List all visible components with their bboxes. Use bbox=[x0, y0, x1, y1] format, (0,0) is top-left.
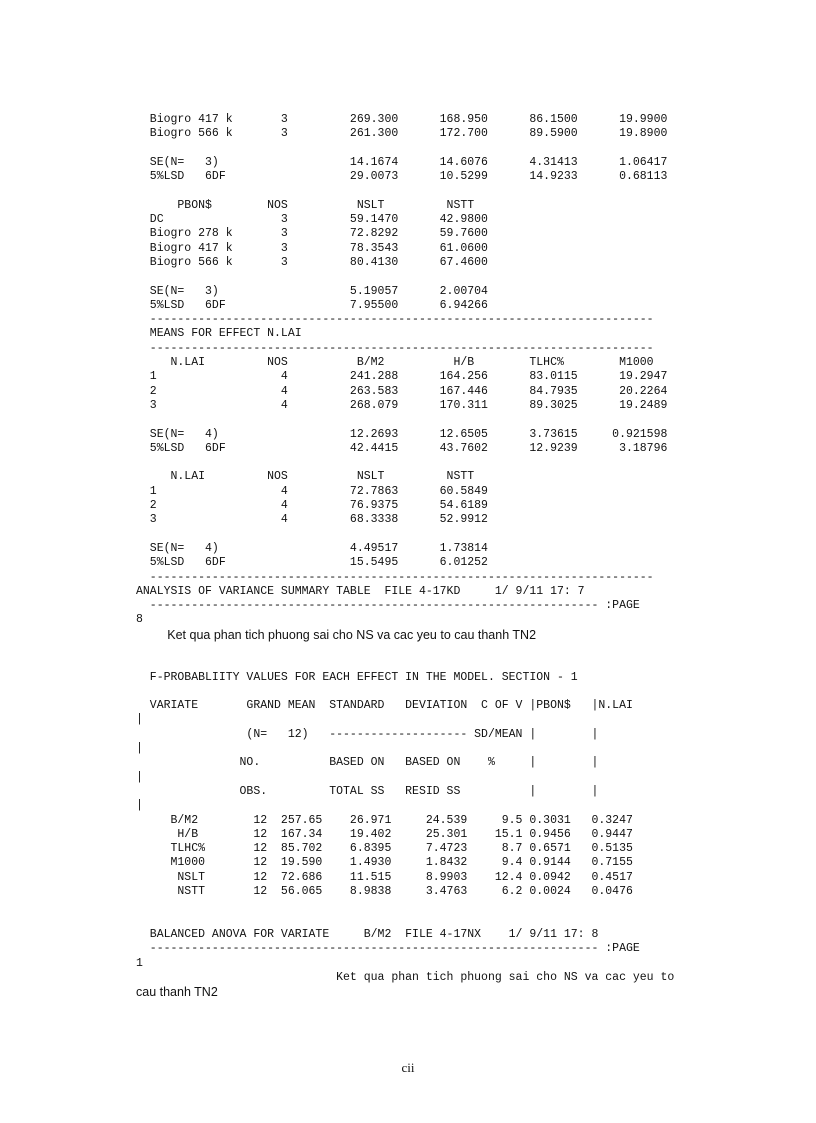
printout-line: N.LAI NOS B/M2 H/B TLHC% M1000 bbox=[136, 356, 654, 370]
printout-line bbox=[136, 899, 674, 913]
printout-line bbox=[136, 142, 674, 156]
printout-line: ------------------------------------------------------------------------- bbox=[136, 570, 654, 584]
printout-line: NO. BASED ON BASED ON % | | bbox=[136, 756, 599, 770]
printout-line: SE(N= 4) 12.2693 12.6505 3.73615 0.921598 bbox=[136, 427, 668, 441]
printout-line bbox=[136, 914, 674, 928]
printout-line: H/B 12 167.34 19.402 25.301 15.1 0.9456 0.9447 bbox=[136, 827, 633, 841]
printout-line: VARIATE GRAND MEAN STANDARD DEVIATION C OF V |PBON$ |N.LAI bbox=[136, 699, 633, 713]
printout-line: (N= 12) -------------------- SD/MEAN | | bbox=[136, 727, 599, 741]
printout-line: Biogro 566 k 3 80.4130 67.4600 bbox=[136, 255, 488, 269]
printout-line: 5%LSD 6DF 15.5495 6.01252 bbox=[136, 556, 488, 570]
printout-line: ANALYSIS OF VARIANCE SUMMARY TABLE FILE 4-17KD 1/ 9/11 17: 7 bbox=[136, 584, 585, 598]
printout-line: Biogro 417 k 3 78.3543 61.0600 bbox=[136, 241, 488, 255]
printout-line bbox=[136, 642, 674, 656]
printout-line: Biogro 278 k 3 72.8292 59.7600 bbox=[136, 227, 488, 241]
printout-line: TLHC% 12 85.702 6.8395 7.4723 8.7 0.6571 0.5135 bbox=[136, 842, 633, 856]
printout-line: 1 4 241.288 164.256 83.0115 19.2947 bbox=[136, 370, 668, 384]
printout-line: 3 4 68.3338 52.9912 bbox=[136, 513, 488, 527]
printout-line: F-PROBABLIITY VALUES FOR EACH EFFECT IN THE MODEL. SECTION - 1 bbox=[136, 670, 578, 684]
printout-line: PBON$ NOS NSLT NSTT bbox=[136, 198, 475, 212]
printout-line: SE(N= 3) 5.19057 2.00704 bbox=[136, 284, 488, 298]
printout-line: Biogro 417 k 3 269.300 168.950 86.1500 19.9900 bbox=[136, 113, 668, 126]
printout-line: ----------------------------------------------------------------- :PAGE bbox=[136, 599, 640, 613]
printout-line: 5%LSD 6DF 29.0073 10.5299 14.9233 0.68113 bbox=[136, 170, 668, 184]
printout-line: 2 4 263.583 167.446 84.7935 20.2264 bbox=[136, 384, 668, 398]
printout-line: NSTT 12 56.065 8.9838 3.4763 6.2 0.0024 0.0476 bbox=[136, 885, 633, 899]
printout-line: Ket qua phan tich phuong sai cho NS va cac yeu to cau thanh TN2 bbox=[136, 627, 537, 642]
printout-line: M1000 12 19.590 1.4930 1.8432 9.4 0.9144 0.7155 bbox=[136, 856, 633, 870]
printout-line: | bbox=[136, 799, 143, 813]
page-number: cii bbox=[401, 1060, 415, 1075]
printout-line bbox=[136, 528, 674, 542]
printout-line bbox=[136, 685, 674, 699]
printout-line: MEANS FOR EFFECT N.LAI bbox=[136, 327, 302, 341]
printout-line: ------------------------------------------------------------------------- bbox=[136, 313, 654, 327]
printout-line: | bbox=[136, 770, 143, 784]
printout-line: ----------------------------------------------------------------- :PAGE bbox=[136, 942, 640, 956]
printout-line: NSLT 12 72.686 11.515 8.9903 12.4 0.0942 0.4517 bbox=[136, 870, 633, 884]
printout-line: OBS. TOTAL SS RESID SS | | bbox=[136, 784, 599, 798]
printout-line bbox=[136, 184, 674, 198]
printout-line: 8 bbox=[136, 613, 143, 627]
printout-line: B/M2 12 257.65 26.971 24.539 9.5 0.3031 0.3247 bbox=[136, 813, 633, 827]
printout-line: Biogro 566 k 3 261.300 172.700 89.5900 19.8900 bbox=[136, 127, 668, 141]
printout-line: SE(N= 4) 4.49517 1.73814 bbox=[136, 541, 488, 555]
printout-line: cau thanh TN2 bbox=[136, 985, 218, 1000]
printout-line: 1 bbox=[136, 956, 143, 970]
printout-line: 5%LSD 6DF 42.4415 43.7602 12.9239 3.18796 bbox=[136, 441, 668, 455]
printout-line: BALANCED ANOVA FOR VARIATE B/M2 FILE 4-17NX 1/ 9/11 17: 8 bbox=[136, 927, 599, 941]
printout-line bbox=[136, 413, 674, 427]
printout-line: SE(N= 3) 14.1674 14.6076 4.31413 1.06417 bbox=[136, 155, 668, 169]
printout-line bbox=[136, 270, 674, 284]
printout-line: 1 4 72.7863 60.5849 bbox=[136, 484, 488, 498]
anova-printout bbox=[136, 113, 674, 999]
printout-line: DC 3 59.1470 42.9800 bbox=[136, 213, 488, 227]
printout-line: Ket qua phan tich phuong sai cho NS va cac yeu to bbox=[136, 970, 675, 984]
printout-line: N.LAI NOS NSLT NSTT bbox=[136, 470, 475, 484]
printout-line: | bbox=[136, 742, 143, 756]
printout-line: 3 4 268.079 170.311 89.3025 19.2489 bbox=[136, 398, 668, 412]
printout-line: ------------------------------------------------------------------------- bbox=[136, 341, 654, 355]
printout-line: 5%LSD 6DF 7.95500 6.94266 bbox=[136, 298, 488, 312]
printout-line: | bbox=[136, 713, 143, 727]
printout-line bbox=[136, 456, 674, 470]
printout-line bbox=[136, 656, 674, 670]
printout-line: 2 4 76.9375 54.6189 bbox=[136, 499, 488, 513]
